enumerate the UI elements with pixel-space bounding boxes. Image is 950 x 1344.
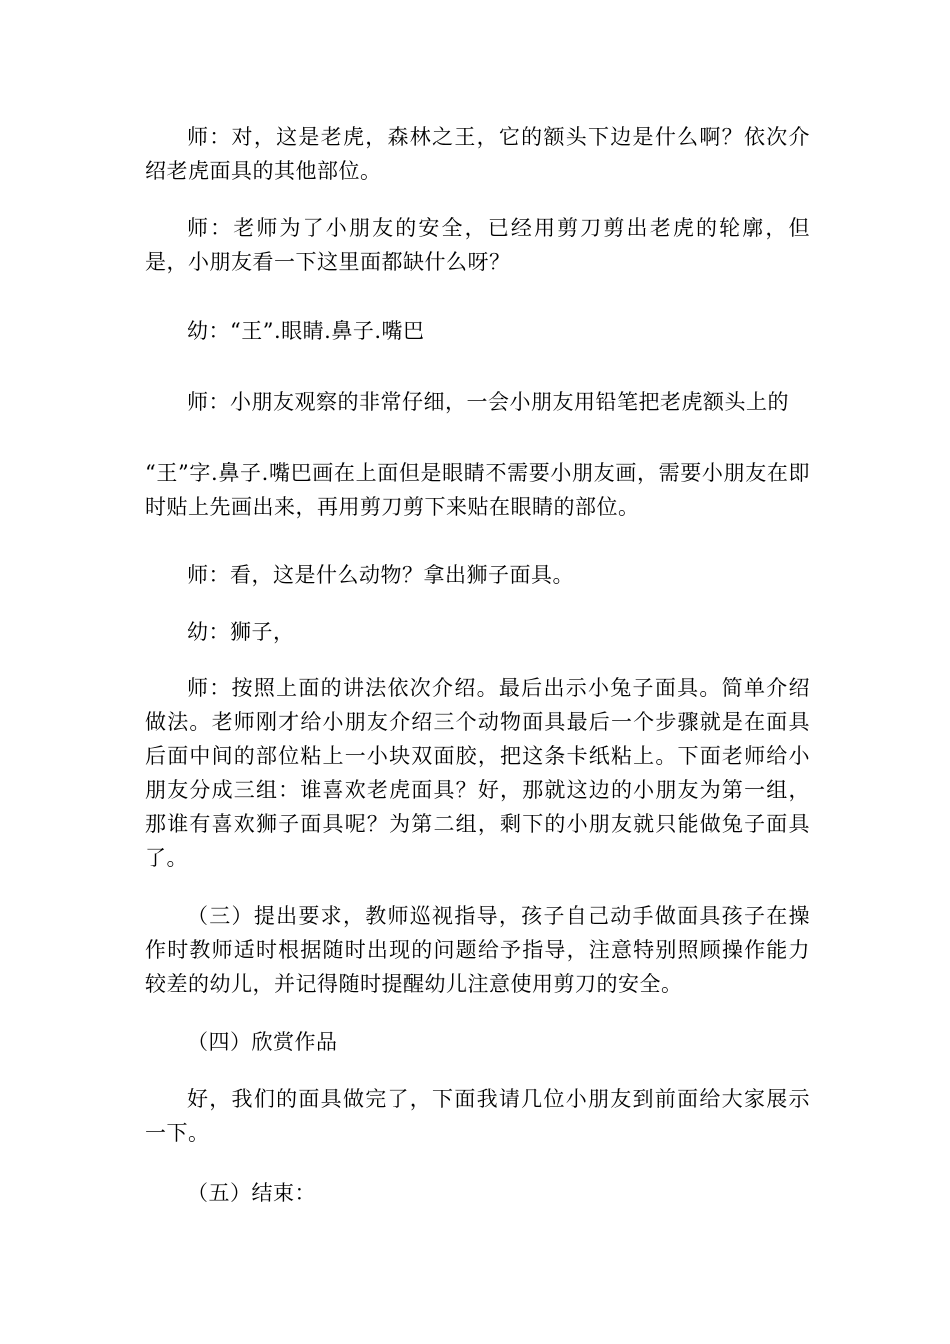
paragraph-step-three: （三）提出要求，教师巡视指导，孩子自己动手做面具孩子在操作时教师适时根据随时出现的问题给予指导，注意特别照顾操作能力较差的幼儿，并记得随时提醒幼儿注意使用剪刀的安全。 (145, 904, 810, 996)
paragraph-showcase: 好，我们的面具做完了，下面我请几位小朋友到前面给大家展示一下。 (145, 1087, 810, 1145)
paragraph-rabbit-groups: 师：按照上面的讲法依次介绍。最后出示小兔子面具。简单介绍做法。老师刚才给小朋友介绍三个动物面具最后一个步骤就是在面具后面中间的部位粘上一小块双面胶，把这条卡纸粘上。下面老师给小朋友分成三组：谁喜欢老虎面具？好，那就这边的小朋友为第一组，那谁有喜欢狮子面具呢？为第二组，剩下的小朋友就只能做兔子面具了。 (145, 676, 810, 870)
paragraph-tiger-parts: 师：对，这是老虎，森林之王，它的额头下边是什么啊？依次介绍老虎面具的其他部位。 (145, 125, 810, 183)
paragraph-lion-question: 师：看，这是什么动物？拿出狮子面具。 (187, 563, 574, 587)
paragraph-draw-instructions: “王”字.鼻子.嘴巴画在上面但是眼睛不需要小朋友画，需要小朋友在即时贴上先画出来，再用剪刀剪下来贴在眼睛的部位。 (145, 461, 810, 519)
paragraph-tiger-outline: 师：老师为了小朋友的安全，已经用剪刀剪出老虎的轮廓，但是，小朋友看一下这里面都缺什么呀？ (145, 216, 810, 274)
paragraph-child-lion: 幼：狮子， (187, 620, 295, 644)
paragraph-child-answer: 幼：“王”.眼睛.鼻子.嘴巴 (187, 319, 425, 343)
paragraph-teacher-observe: 师：小朋友观察的非常仔细，一会小朋友用铅笔把老虎额头上的 (187, 390, 789, 414)
paragraph-step-five: （五）结束： (187, 1181, 316, 1205)
paragraph-step-four: （四）欣赏作品 (187, 1030, 338, 1054)
